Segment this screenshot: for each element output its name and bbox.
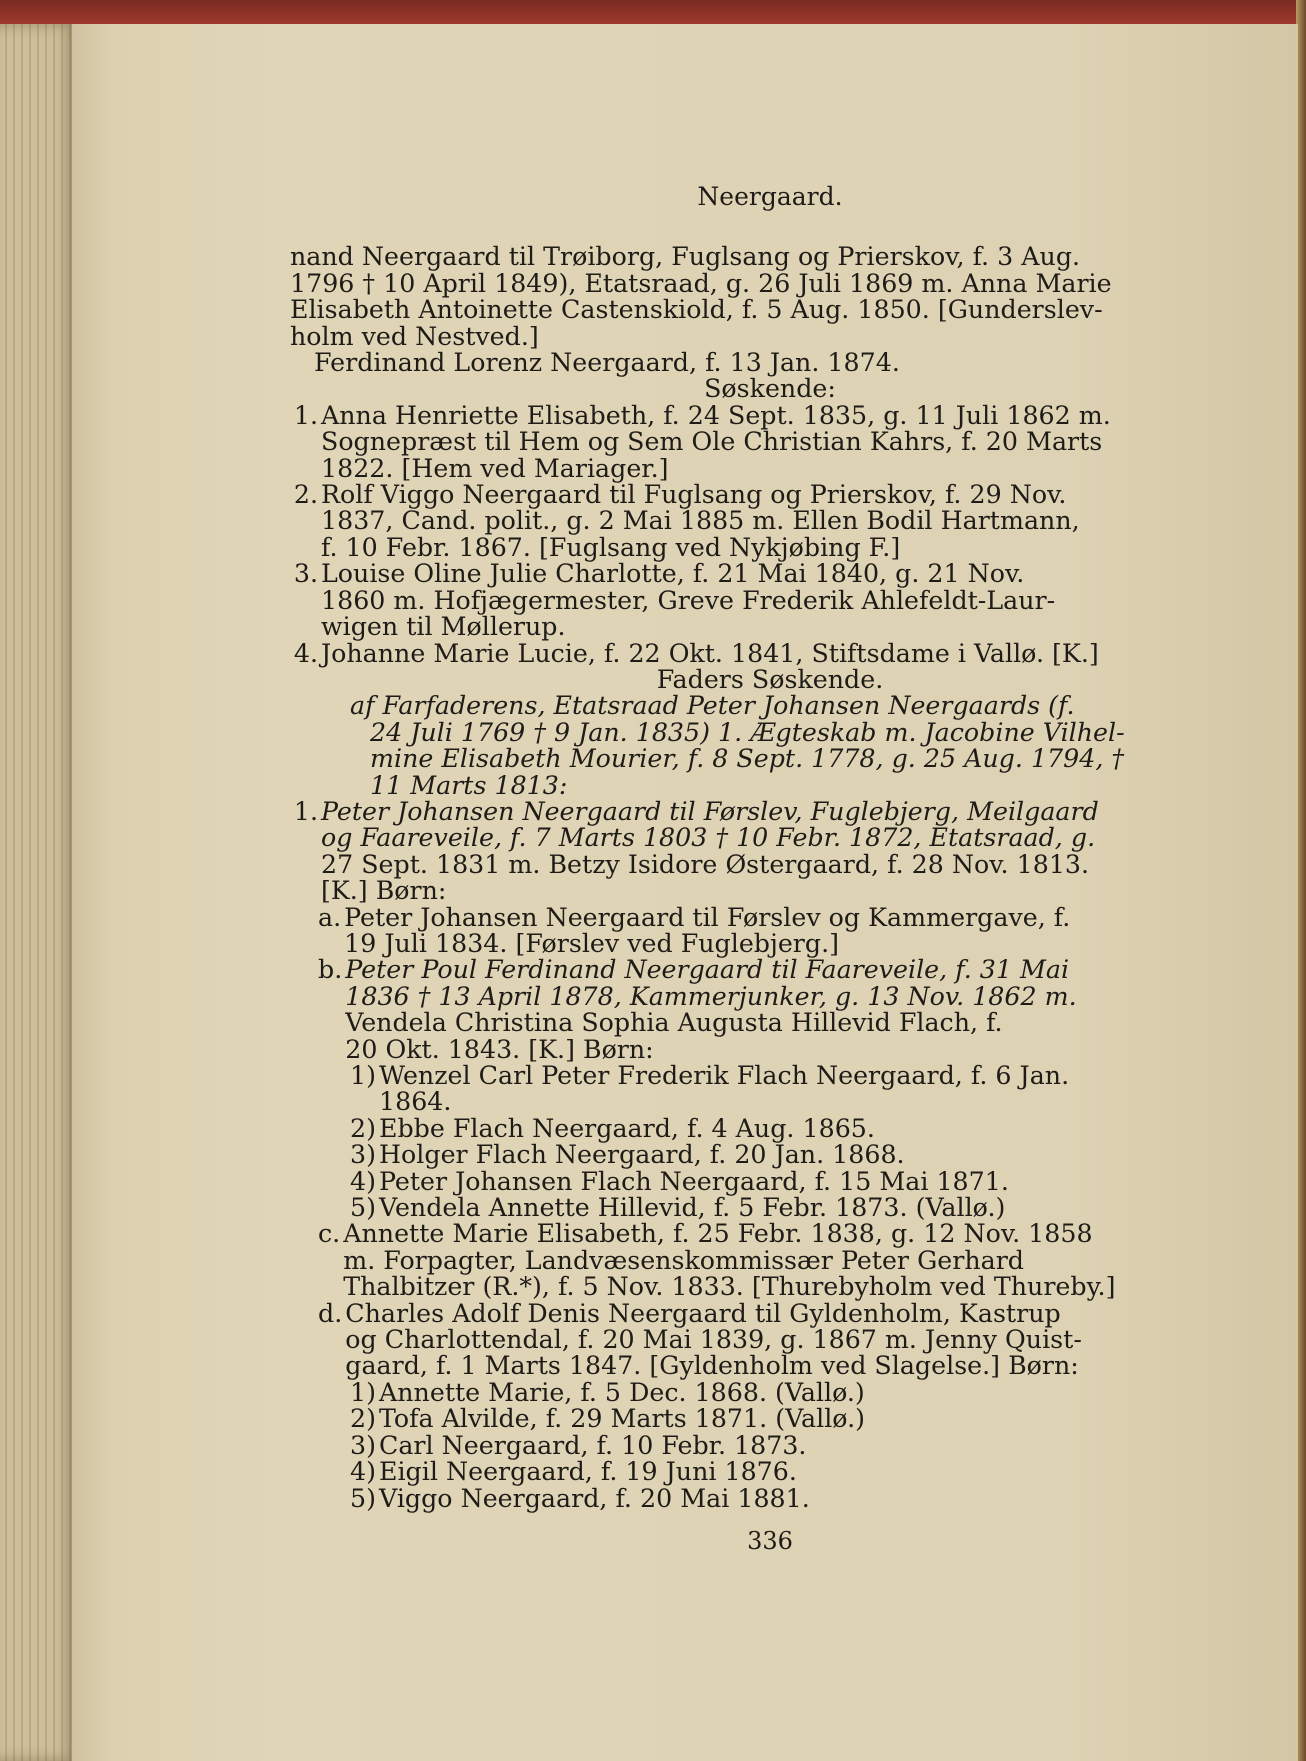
list-item xyxy=(318,902,1250,958)
text-line: Vendela Annette Hillevid, f. 5 Febr. 1873. (Vallø.) xyxy=(379,1193,1006,1223)
text-line: Carl Neergaard, f. 10 Febr. 1873. xyxy=(379,1430,807,1460)
item-number: 1) xyxy=(350,1061,376,1090)
item-number: 3) xyxy=(350,1140,376,1170)
list-item xyxy=(290,796,1250,906)
text-line: Anna Henriette Elisabeth, f. 24 Sept. 1835, g. 11 Juli 1862 m. xyxy=(321,400,1111,430)
list-item xyxy=(342,1377,1250,1407)
text-line: gaard, f. 1 Marts 1847. [Gyldenholm ved Slagelse.] Børn: xyxy=(345,1351,1079,1381)
list-item xyxy=(290,400,1250,483)
text-line: 19 Juli 1834. [Førslev ved Fuglebjerg.] xyxy=(344,928,840,958)
list-item xyxy=(342,1166,1250,1196)
text-line: og Faareveile, f. 7 Marts 1803 † 10 Febr. 1872, Etatsraad, g. xyxy=(321,823,1096,853)
text-line: 1822. [Hem ved Mariager.] xyxy=(321,453,669,483)
siblings-list xyxy=(290,400,1250,668)
text-line: wigen til Møllerup. xyxy=(321,612,566,642)
list-item xyxy=(342,1063,1250,1116)
text-line: 1864. xyxy=(379,1087,452,1117)
text-line: Annette Marie, f. 5 Dec. 1868. (Vallø.) xyxy=(379,1377,865,1407)
text-line: Vendela Christina Sophia Augusta Hillevid Flach, f. xyxy=(345,1008,1003,1038)
list-item xyxy=(342,1142,1250,1168)
text-line: Tofa Alvilde, f. 29 Marts 1871. (Vallø.) xyxy=(379,1404,865,1434)
list-item xyxy=(342,1113,1250,1143)
item-number: 2. xyxy=(293,480,318,510)
text-line: Wenzel Carl Peter Frederik Flach Neergaard, f. 6 Jan. xyxy=(379,1061,1070,1090)
text-line: mine Elisabeth Mourier, f. 8 Sept. 1778, g. 25 Aug. 1794, † xyxy=(370,744,1125,774)
list-item xyxy=(342,1406,1250,1432)
item-number: 5) xyxy=(350,1483,376,1513)
text-line: Holger Flach Neergaard, f. 20 Jan. 1868. xyxy=(379,1140,905,1170)
text-line: Elisabeth Antoinette Castenskiold, f. 5 Aug. 1850. [Gunderslev- xyxy=(290,295,1103,325)
text-line: 1860 m. Hofjægermester, Greve Frederik Ahlefeldt-Laur- xyxy=(321,585,1056,615)
list-item xyxy=(342,1483,1250,1513)
text-line: [K.] Børn: xyxy=(321,876,447,906)
text-line: Annette Marie Elisabeth, f. 25 Febr. 1838, g. 12 Nov. 1858 xyxy=(343,1219,1093,1249)
item-letter: d. xyxy=(318,1298,343,1328)
text-line: Sognepræst til Hem og Sem Ole Christian Kahrs, f. 20 Marts xyxy=(321,427,1103,457)
list-item xyxy=(318,1298,1250,1381)
text-line: f. 10 Febr. 1867. [Fuglsang ved Nykjøbing F.] xyxy=(321,532,901,562)
text-line: 24 Juli 1769 † 9 Jan. 1835) 1. Ægteskab m. Jacobine Vilhel- xyxy=(370,717,1125,747)
list-item xyxy=(318,957,1250,1063)
text-line: Charles Adolf Denis Neergaard til Gyldenholm, Kastrup xyxy=(345,1298,1061,1328)
item-number: 4. xyxy=(293,638,318,668)
b-children-list xyxy=(290,1063,1250,1221)
text-line: Peter Johansen Neergaard til Førslev, Fuglebjerg, Meilgaard xyxy=(321,796,1099,826)
text-line: Peter Johansen Neergaard til Førslev og Kammergave, f. xyxy=(344,902,1071,932)
page-text xyxy=(290,184,1250,1554)
text-line: Thalbitzer (R.*), f. 5 Nov. 1833. [Thurebyholm ved Thureby.] xyxy=(343,1272,1116,1302)
fathers-siblings-heading: Faders Søskende. xyxy=(656,664,884,694)
running-head: Neergaard. xyxy=(697,182,843,211)
text-line: nand Neergaard til Trøiborg, Fuglsang og Prierskov, f. 3 Aug. xyxy=(290,242,1081,272)
item-letter: b. xyxy=(318,955,343,985)
ferdinand-line: Ferdinand Lorenz Neergaard, f. 13 Jan. 1874. xyxy=(314,348,900,378)
text-line: Ebbe Flach Neergaard, f. 4 Aug. 1865. xyxy=(379,1113,875,1143)
book-page xyxy=(72,24,1298,1761)
fathers-siblings-intro xyxy=(350,693,1250,799)
text-line: 20 Okt. 1843. [K.] Børn: xyxy=(345,1034,654,1064)
list-item xyxy=(342,1459,1250,1485)
text-line: Peter Johansen Flach Neergaard, f. 15 Mai 1871. xyxy=(379,1166,1009,1196)
item-number: 3) xyxy=(350,1430,376,1460)
book-cover-top xyxy=(0,0,1306,26)
siblings-heading: Søskende: xyxy=(704,374,836,404)
item-letter: a. xyxy=(318,902,342,932)
text-line: holm ved Nestved.] xyxy=(290,321,539,351)
page-edges xyxy=(0,24,78,1761)
text-line: 1836 † 13 April 1878, Kammerjunker, g. 13 Nov. 1862 m. xyxy=(345,981,1077,1011)
list-item xyxy=(342,1195,1250,1221)
list-item xyxy=(290,638,1250,668)
item-number: 1. xyxy=(293,796,318,826)
item-number: 2) xyxy=(350,1113,376,1143)
text-line: Rolf Viggo Neergaard til Fuglsang og Prierskov, f. 29 Nov. xyxy=(321,480,1067,510)
list-item xyxy=(318,1221,1250,1300)
page-number: 336 xyxy=(747,1526,793,1555)
item-number: 2) xyxy=(350,1404,376,1434)
item-number: 4) xyxy=(350,1457,376,1487)
list-item xyxy=(290,482,1250,561)
list-item xyxy=(342,1430,1250,1460)
item-number: 4) xyxy=(350,1166,376,1196)
text-line: Eigil Neergaard, f. 19 Juni 1876. xyxy=(379,1457,797,1487)
item-number: 1) xyxy=(350,1377,376,1407)
text-line: Viggo Neergaard, f. 20 Mai 1881. xyxy=(379,1483,810,1513)
d-children-list xyxy=(290,1377,1250,1513)
text-line: og Charlottendal, f. 20 Mai 1839, g. 1867 m. Jenny Quist- xyxy=(345,1325,1082,1355)
text-line: af Farfaderens, Etatsraad Peter Johansen Neergaards (f. xyxy=(350,691,1075,721)
item-number: 1. xyxy=(293,400,318,430)
item-number: 3. xyxy=(293,559,318,589)
text-line: m. Forpagter, Landvæsenskommissær Peter Gerhard xyxy=(343,1245,1024,1275)
item-letter: c. xyxy=(318,1219,341,1249)
text-line: 11 Marts 1813: xyxy=(370,770,568,800)
text-line: Louise Oline Julie Charlotte, f. 21 Mai 1840, g. 21 Nov. xyxy=(321,559,1025,589)
list-item xyxy=(290,561,1250,640)
opening-paragraph xyxy=(290,244,1250,376)
text-line: 1796 † 10 April 1849), Etatsraad, g. 26 Juli 1869 m. Anna Marie xyxy=(290,268,1112,298)
text-line: Peter Poul Ferdinand Neergaard til Faareveile, f. 31 Mai xyxy=(345,955,1070,985)
item-number: 5) xyxy=(350,1193,376,1223)
text-line: 27 Sept. 1831 m. Betzy Isidore Østergaard, f. 28 Nov. 1813. xyxy=(321,849,1090,879)
text-line: 1837, Cand. polit., g. 2 Mai 1885 m. Ellen Bodil Hartmann, xyxy=(321,506,1080,536)
text-line: Johanne Marie Lucie, f. 22 Okt. 1841, Stiftsdame i Vallø. [K.] xyxy=(321,638,1099,668)
